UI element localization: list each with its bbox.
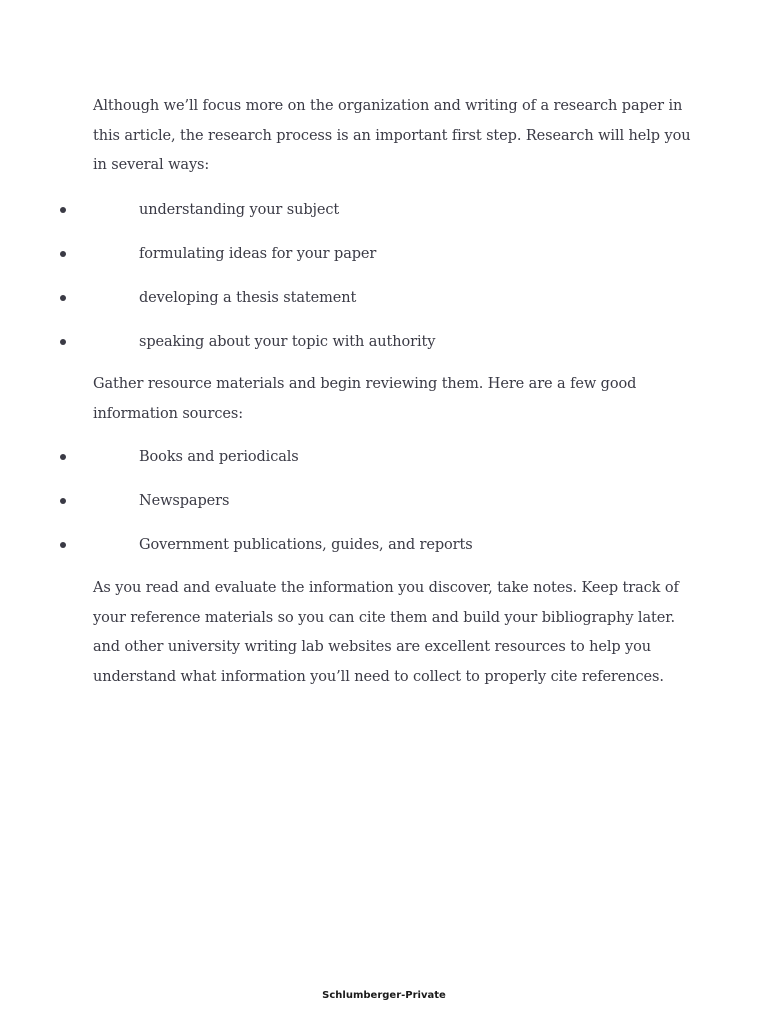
list-item xyxy=(0,531,700,575)
list-item xyxy=(0,443,700,487)
list-item xyxy=(0,284,700,328)
list-item-text: formulating ideas for your paper xyxy=(139,246,377,262)
bullet-icon xyxy=(60,295,66,301)
classification-footer: Schlumberger-Private xyxy=(322,990,446,1001)
bullet-icon xyxy=(60,542,66,548)
bullet-icon xyxy=(60,251,66,257)
list-item-text: developing a thesis statement xyxy=(139,290,357,306)
list-item xyxy=(0,240,700,284)
bullet-icon xyxy=(60,454,66,460)
list-item-text: Government publications, guides, and reports xyxy=(139,537,473,553)
notes-paragraph: As you read and evaluate the information you discover, take notes. Keep track of your reference materials so you can cite them and build your bibliography later. and other university writing lab websites are excellent resources to help you understand what information you’ll need to collect to properly cite references. xyxy=(93,580,679,685)
list-item-text: Books and periodicals xyxy=(139,449,299,465)
information-sources-list xyxy=(0,443,700,575)
sources-paragraph: Gather resource materials and begin reviewing them. Here are a few good information sources: xyxy=(93,376,637,422)
list-item xyxy=(0,328,700,372)
list-item xyxy=(0,196,700,240)
bullet-icon xyxy=(60,339,66,345)
list-item-text: speaking about your topic with authority xyxy=(139,334,436,350)
list-item xyxy=(0,487,700,531)
research-benefits-list xyxy=(0,196,700,372)
bullet-icon xyxy=(60,498,66,504)
bullet-icon xyxy=(60,207,66,213)
intro-paragraph: Although we’ll focus more on the organization and writing of a research paper in this article, the research process is an important first step. Research will help you in several ways: xyxy=(93,98,691,173)
list-item-text: Newspapers xyxy=(139,493,230,509)
list-item-text: understanding your subject xyxy=(139,202,340,218)
